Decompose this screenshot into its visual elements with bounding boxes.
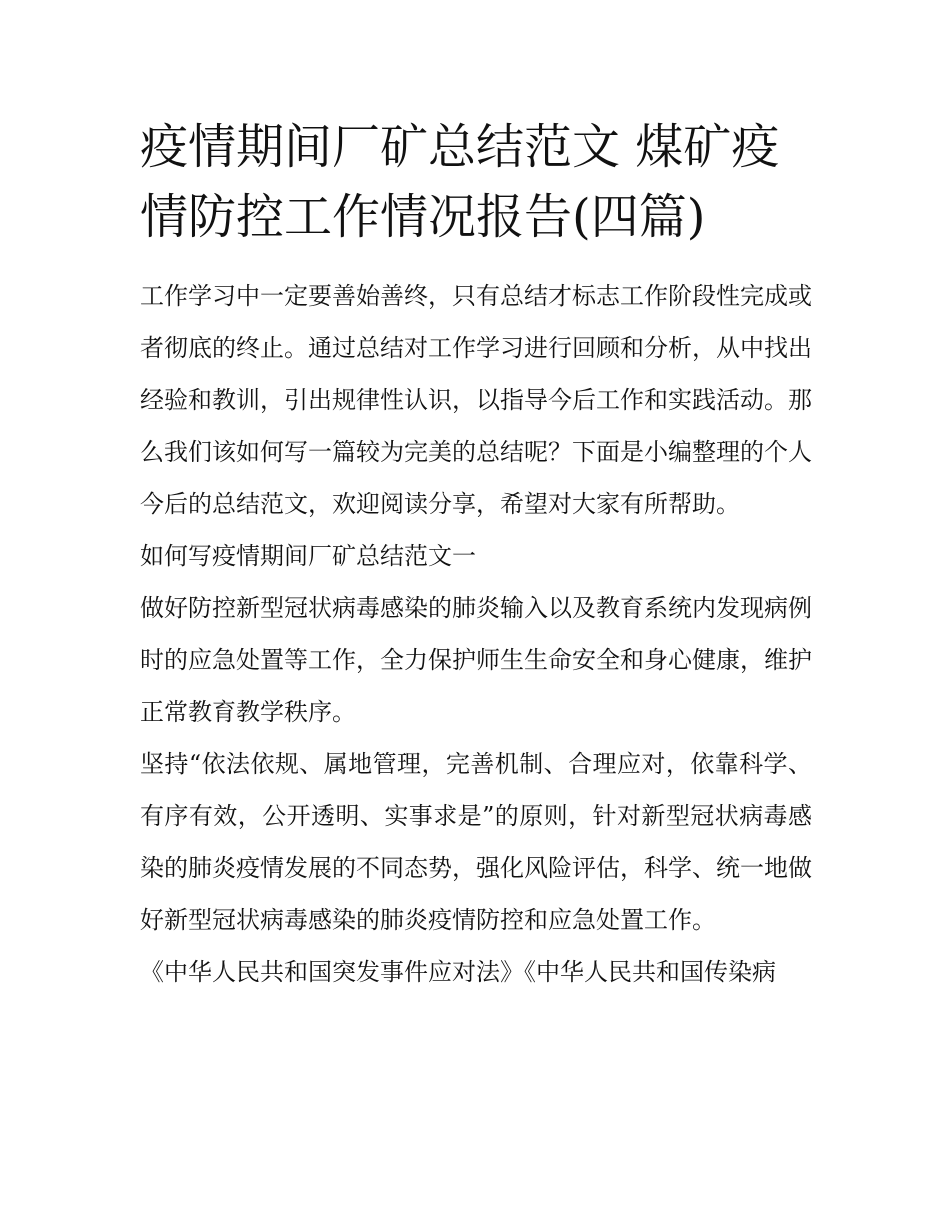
body-paragraph-1: 做好防控新型冠状病毒感染的肺炎输入以及教育系统内发现病例时的应急处置等工作，全力保护师生生命安全和身心健康，维护正常教育教学秩序。 (140, 594, 812, 726)
document-page (140, 112, 812, 998)
body-paragraph-3: 《中华人民共和国突发事件应对法》《中华人民共和国传染病 (140, 958, 776, 986)
intro-paragraph: 工作学习中一定要善始善终，只有总结才标志工作阶段性完成或者彻底的终止。通过总结对工作学习进行回顾和分析，从中找出经验和教训，引出规律性认识，以指导今后工作和实践活动。那么我们该如何写一篇较为完美的总结呢？下面是小编整理的个人今后的总结范文，欢迎阅读分享，希望对大家有所帮助。 (140, 282, 812, 518)
section-heading: 如何写疫情期间厂矿总结范文一 (140, 542, 476, 570)
document-title: 疫情期间厂矿总结范文 煤矿疫情防控工作情况报告(四篇) (140, 119, 780, 245)
body-paragraph-2: 坚持“依法依规、属地管理，完善机制、合理应对，依靠科学、有序有效，公开透明、实事求是”的原则，针对新型冠状病毒感染的肺炎疫情发展的不同态势，强化风险评估，科学、统一地做好新型冠状病毒感染的肺炎疫情防控和应急处置工作。 (140, 750, 812, 934)
